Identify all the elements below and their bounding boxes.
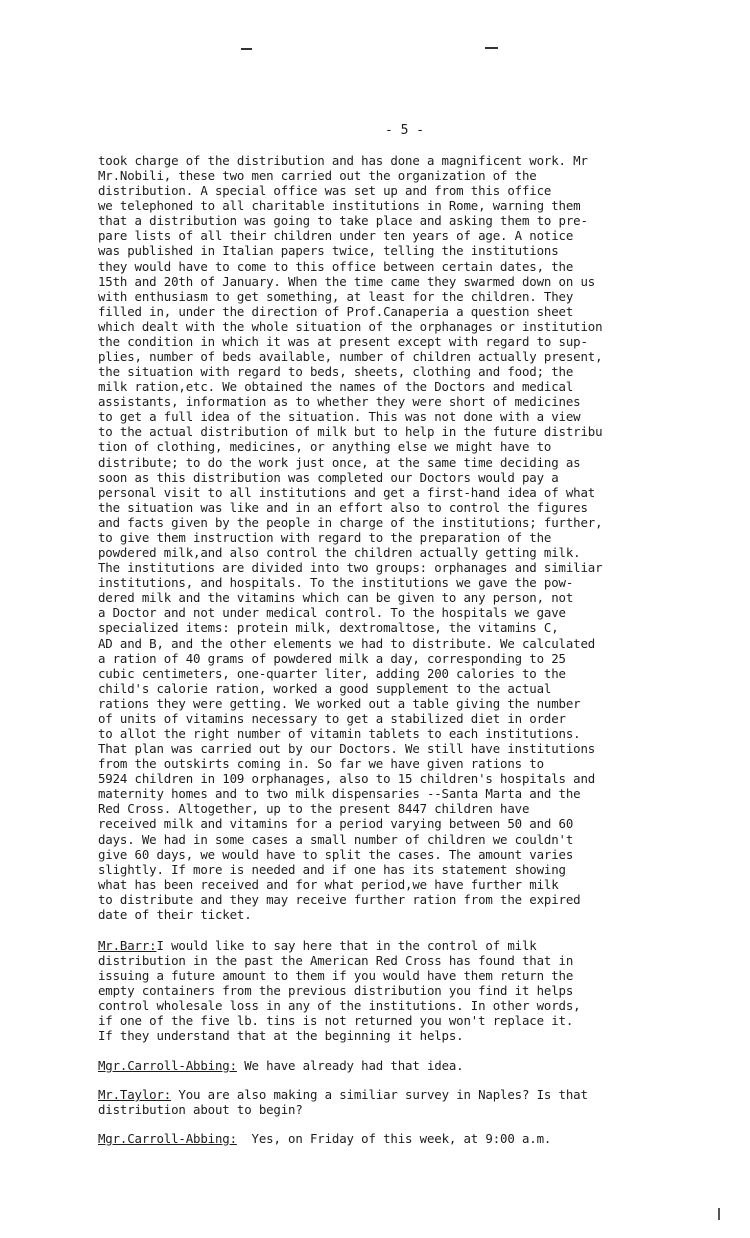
exchange-line: [98, 983, 720, 998]
exchange-text: distribution about to begin?: [98, 1102, 303, 1118]
body-line: 5924 children in 109 orphanages, also to 15 children's hospitals and: [98, 771, 596, 787]
body-line: was published in Italian papers twice, telling the institutions: [98, 243, 559, 259]
body-line: That plan was carried out by our Doctors. We still have institutions: [98, 741, 596, 757]
speaker-name: Mgr.Carroll-Abbing:: [98, 1131, 237, 1146]
body-line: which dealt with the whole situation of the orphanages or institution: [98, 318, 603, 334]
body-line: from the outskirts coming in. So far we have given rations to: [98, 756, 544, 772]
body-line: they would have to come to this office between certain dates, the: [98, 258, 574, 274]
body-line: dered milk and the vitamins which can be given to any person, not: [98, 590, 574, 606]
body-line: of units of vitamins necessary to get a stabilized diet in order: [98, 710, 566, 726]
exchange-text: distribution in the past the American Red Cross has found that in: [98, 953, 574, 969]
exchange-line: [98, 1058, 720, 1073]
body-line: tion of clothing, medicines, or anything else we might have to: [98, 439, 552, 455]
body-line: pare lists of all their children under ten years of age. A notice: [98, 228, 574, 244]
body-line: institutions, and hospitals. To the institutions we gave the pow-: [98, 575, 574, 591]
exchange-text: I would like to say here that in the control of milk: [156, 938, 537, 953]
body-line: distribution. A special office was set up and from this office: [98, 183, 552, 199]
exchange-text: We have already had that idea.: [236, 1058, 464, 1073]
body-line: assistants, information as to whether they were short of medicines: [98, 394, 581, 410]
page-number: - 5 -: [385, 123, 425, 138]
exchange-text: If they understand that at the beginning it helps.: [98, 1028, 464, 1044]
body-line: soon as this distribution was completed our Doctors would pay a: [98, 469, 559, 485]
exchange-carroll-abbing-2: [98, 1131, 720, 1146]
exchange-line: [98, 1013, 720, 1028]
body-line: child's calorie ration, worked a good supplement to the actual: [98, 680, 552, 696]
exchange-taylor: [98, 1087, 720, 1117]
body-line: days. We had in some cases a small number of children we couldn't: [98, 831, 574, 847]
exchange-line: [98, 1028, 720, 1043]
body-line: the condition in which it was at present except with regard to sup-: [98, 333, 588, 349]
body-line: received milk and vitamins for a period varying between 50 and 60: [98, 816, 574, 832]
exchange-text: if one of the five lb. tins is not returned you won't replace it.: [98, 1013, 574, 1029]
exchange-carroll-abbing-1: [98, 1058, 720, 1073]
body-line: maternity homes and to two milk dispensaries --Santa Marta and the: [98, 786, 581, 802]
speaker-name: Mr.Taylor:: [98, 1087, 172, 1102]
body-line: took charge of the distribution and has done a magnificent work. Mr: [98, 153, 588, 168]
body-line: filled in, under the direction of Prof.Canaperia a question sheet: [98, 303, 574, 319]
exchange-line: [98, 938, 720, 953]
body-line: the situation was like and in an effort also to control the figures: [98, 499, 588, 515]
exchange-text: control wholesale loss in any of the institutions. In other words,: [98, 998, 581, 1014]
body-line: date of their ticket.: [98, 906, 252, 922]
speaker-name: Mgr.Carroll-Abbing:: [98, 1058, 237, 1073]
body-text: [98, 153, 720, 922]
exchange-line: [98, 1131, 720, 1146]
body-line: Red Cross. Altogether, up to the present 8447 children have: [98, 801, 530, 817]
body-line: AD and B, and the other elements we had to distribute. We calculated: [98, 635, 596, 651]
body-line: to give them instruction with regard to the preparation of the: [98, 529, 552, 545]
body-line: cubic centimeters, one-quarter liter, adding 200 calories to the: [98, 665, 566, 681]
body-line: specialized items: protein milk, dextromaltose, the vitamins C,: [98, 620, 559, 636]
body-line: plies, number of beds available, number of children actually present,: [98, 349, 603, 365]
body-line: powdered milk,and also control the children actually getting milk.: [98, 545, 581, 561]
body-line: we telephoned to all charitable institutions in Rome, warning them: [98, 198, 581, 214]
speaker-name: Mr.Barr:: [98, 938, 157, 953]
body-line: to allot the right number of vitamin tablets to each institutions.: [98, 725, 581, 741]
body-line: milk ration,etc. We obtained the names of the Doctors and medical: [98, 379, 574, 395]
body-line: slightly. If more is needed and if one has its statement showing: [98, 861, 566, 877]
exchange-line: [98, 953, 720, 968]
body-line: and facts given by the people in charge of the institutions; further,: [98, 514, 603, 530]
exchange-barr: [98, 938, 720, 1044]
margin-mark: [718, 1208, 720, 1220]
exchange-line: [98, 1087, 720, 1102]
exchange-line: [98, 1102, 720, 1117]
exchange-line: [98, 998, 720, 1013]
exchange-text: You are also making a similiar survey in Naples? Is that: [171, 1087, 588, 1102]
body-line: with enthusiasm to get something, at least for the children. They: [98, 288, 574, 304]
body-line: rations they were getting. We worked out a table giving the number: [98, 695, 581, 711]
body-line: to get a full idea of the situation. This was not done with a view: [98, 409, 581, 425]
exchange-text: issuing a future amount to them if you would have them return the: [98, 968, 574, 984]
body-line: 15th and 20th of January. When the time came they swarmed down on us: [98, 273, 596, 289]
body-line: give 60 days, we would have to split the cases. The amount varies: [98, 846, 574, 862]
body-line: that a distribution was going to take place and asking them to pre-: [98, 213, 588, 229]
body-line: The institutions are divided into two groups: orphanages and similiar: [98, 560, 603, 576]
body-line: to distribute and they may receive further ration from the expired: [98, 891, 581, 907]
body-line: a Doctor and not under medical control. To the hospitals we gave: [98, 605, 566, 621]
punch-mark-right: [485, 47, 498, 49]
body-line: to the actual distribution of milk but to help in the future distribu: [98, 424, 603, 440]
exchange-text: empty containers from the previous distribution you find it helps: [98, 983, 574, 999]
exchange-text: Yes, on Friday of this week, at 9:00 a.m.: [236, 1131, 552, 1146]
body-line: personal visit to all institutions and get a first-hand idea of what: [98, 484, 596, 500]
body-line: Mr.Nobili, these two men carried out the organization of the: [98, 168, 537, 184]
body-line: the situation with regard to beds, sheets, clothing and food; the: [98, 364, 574, 380]
punch-mark-left: [241, 48, 252, 50]
body-line: a ration of 40 grams of powdered milk a day, corresponding to 25: [98, 650, 566, 666]
body-line: distribute; to do the work just once, at the same time deciding as: [98, 454, 581, 470]
exchange-line: [98, 968, 720, 983]
body-line: what has been received and for what period,we have further milk: [98, 876, 559, 892]
